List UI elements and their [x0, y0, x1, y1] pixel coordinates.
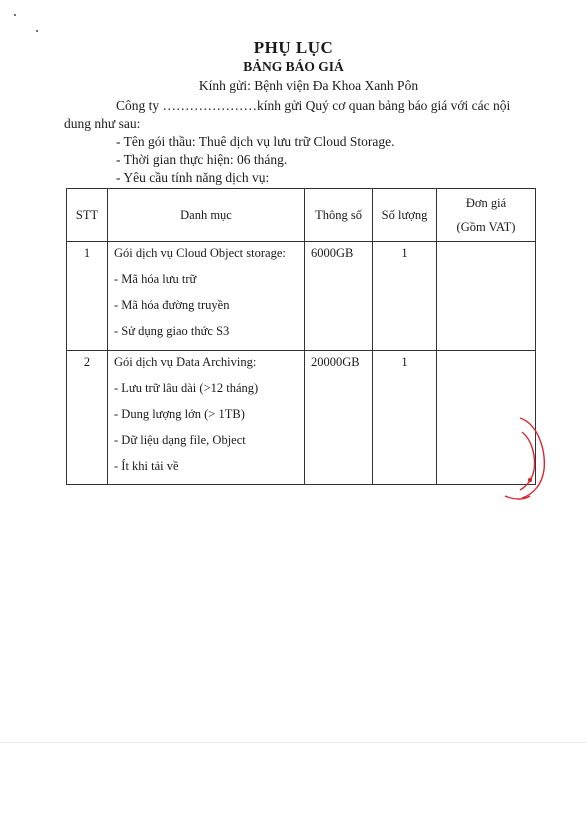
- row-item: [108, 351, 305, 485]
- row-price: [437, 242, 536, 351]
- intro-line-1: Công ty …………………kính gửi Quý cơ quan bảng báo giá với các nội: [116, 98, 511, 113]
- row-item-title: Gói dịch vụ Cloud Object storage:: [114, 246, 286, 260]
- header-price-vat: (Gồm VAT): [456, 220, 516, 234]
- stamp-outer-arc: [520, 418, 544, 498]
- row-spec: 20000GB: [305, 351, 373, 485]
- recipient-line: Kính gửi: Bệnh viện Đa Khoa Xanh Pôn: [198, 78, 419, 93]
- page-title: PHỤ LỤC: [253, 38, 334, 57]
- row-feature: - Mã hóa lưu trữ: [114, 272, 197, 286]
- row-item: [108, 242, 305, 351]
- company-stamp: [500, 410, 570, 510]
- scan-speck: [14, 14, 16, 16]
- table-header-row: [67, 189, 536, 242]
- header-qty: Số lượng: [373, 189, 437, 242]
- row-spec: 6000GB: [305, 242, 373, 351]
- header-item: Danh mục: [108, 189, 305, 242]
- requirements-label: - Yêu cầu tính năng dịch vụ:: [116, 170, 270, 185]
- row-stt: 1: [67, 242, 108, 351]
- table-row: [67, 242, 536, 351]
- row-qty: 1: [373, 351, 437, 485]
- intro-line-2: dung như sau:: [64, 116, 141, 131]
- header-price: [437, 189, 536, 242]
- row-qty: 1: [373, 242, 437, 351]
- row-feature: - Dung lượng lớn (> 1TB): [114, 407, 245, 421]
- header-price-label: Đơn giá: [465, 196, 507, 210]
- row-item-title: Gói dịch vụ Data Archiving:: [114, 355, 257, 369]
- row-feature: - Mã hóa đường truyền: [114, 298, 230, 312]
- row-feature: - Dữ liệu dạng file, Object: [114, 433, 246, 447]
- stamp-star: [529, 479, 532, 482]
- duration: - Thời gian thực hiện: 06 tháng.: [116, 152, 288, 167]
- table-row: [67, 351, 536, 485]
- row-stt: 2: [67, 351, 108, 485]
- header-stt: STT: [67, 189, 108, 242]
- package-name: - Tên gói thầu: Thuê dịch vụ lưu trữ Cloud Storage.: [116, 134, 395, 149]
- stamp-inner-arc: [520, 432, 535, 490]
- page-bottom-edge: [0, 742, 587, 743]
- row-feature: - Ít khi tải về: [114, 459, 179, 473]
- quote-table: [66, 188, 536, 485]
- row-feature: - Lưu trữ lâu dài (>12 tháng): [114, 381, 259, 395]
- header-spec: Thông số: [305, 189, 373, 242]
- row-feature: - Sử dụng giao thức S3: [114, 324, 230, 338]
- page-subtitle: BẢNG BÁO GIÁ: [243, 59, 344, 74]
- scan-speck: [36, 30, 38, 32]
